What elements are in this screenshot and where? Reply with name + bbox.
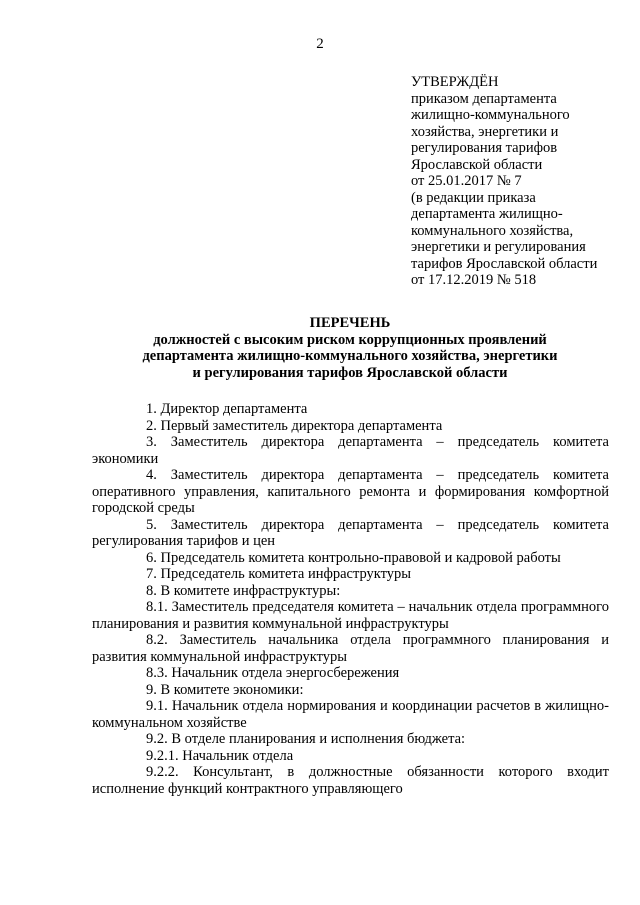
approval-line: от 17.12.2019 № 518 — [411, 272, 537, 288]
approval-stamp — [411, 74, 611, 289]
list-item: 9. В комитете экономики: — [146, 681, 304, 698]
list-item: 5. Заместитель директора департамента – председатель комитета регулирования тарифов и цен — [92, 516, 609, 549]
approval-line: от 25.01.2017 № 7 — [411, 173, 522, 189]
page-number: 2 — [316, 36, 324, 52]
list-item: 8. В комитете инфраструктуры: — [146, 582, 341, 599]
approval-line: жилищно-коммунального — [411, 107, 570, 123]
list-item: 6. Председатель комитета контрольно-правовой и кадровой работы — [146, 549, 561, 566]
title-heading: ПЕРЕЧЕНЬ — [309, 315, 391, 331]
title-subtitle-line: департамента жилищно-коммунального хозяйства, энергетики — [142, 348, 558, 364]
list-item: 4. Заместитель директора департамента – председатель комитета оперативного управления, капитального ремонта и формирования комфортной городской среды — [92, 467, 609, 516]
title-subtitle-line: должностей с высоким риском коррупционных проявлений — [153, 331, 547, 348]
approval-line: регулирования тарифов — [411, 140, 558, 156]
approval-line: хозяйства, энергетики и — [411, 123, 559, 140]
positions-list — [92, 401, 609, 797]
approval-line: (в редакции приказа — [411, 189, 536, 206]
approval-line: УТВЕРЖДЁН — [411, 74, 499, 90]
approval-line: тарифов Ярославской области — [411, 255, 598, 272]
approval-line: департамента жилищно- — [411, 206, 563, 222]
approval-line: приказом департамента — [411, 90, 557, 107]
list-item: 3. Заместитель директора департамента – председатель комитета экономики — [92, 434, 609, 467]
document-title — [90, 315, 610, 381]
list-item: 9.2.1. Начальник отдела — [146, 747, 294, 764]
list-item: 9.1. Начальник отдела нормирования и координации расчетов в жилищно-коммунальном хозяйстве — [92, 698, 609, 731]
list-item: 8.2. Заместитель начальника отдела программного планирования и развития коммунальной инфраструктуры — [92, 632, 609, 665]
list-item: 2. Первый заместитель директора департамента — [146, 417, 443, 434]
list-item: 7. Председатель комитета инфраструктуры — [146, 566, 412, 582]
approval-line: Ярославской области — [411, 156, 543, 173]
list-item: 9.2. В отделе планирования и исполнения бюджета: — [146, 731, 466, 747]
list-item: 1. Директор департамента — [146, 401, 308, 417]
list-item: 8.1. Заместитель председателя комитета – начальник отдела программного планирования и развития коммунальной инфраструктуры — [92, 599, 609, 632]
approval-line: энергетики и регулирования — [411, 239, 586, 255]
list-item: 8.3. Начальник отдела энергосбережения — [146, 665, 400, 681]
approval-line: коммунального хозяйства, — [411, 222, 574, 239]
list-item: 9.2.2. Консультант, в должностные обязанности которого входит исполнение функций контрактного управляющего — [92, 764, 609, 797]
title-subtitle-line: и регулирования тарифов Ярославской области — [192, 364, 508, 381]
